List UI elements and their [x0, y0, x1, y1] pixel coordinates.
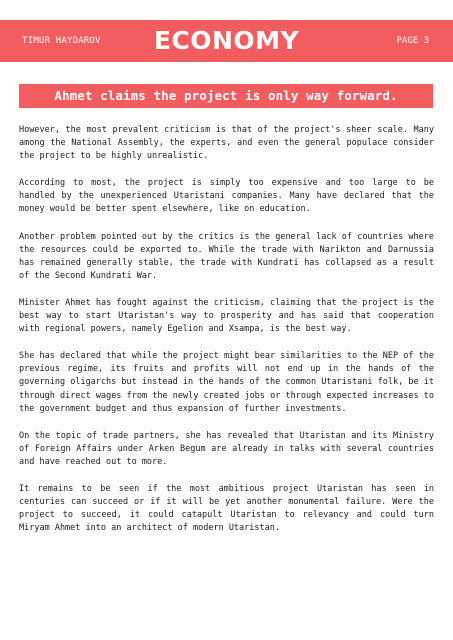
- article-paragraph: It remains to be seen if the most ambitious project Utaristan has seen in centuries can succeed or if it will be yet another monumental failure. Were the project to succeed, it could catapult Utaristan to relevancy and could turn Miryam Ahmet into an architect of modern Utaristan.: [19, 483, 434, 534]
- article-paragraph: However, the most prevalent criticism is that of the project's sheer scale. Many among the National Assembly, the experts, and even the general populace consider the project to be highly unrealistic.: [19, 125, 434, 162]
- article-paragraph: Another problem pointed out by the critics is the general lack of countries where the resources could be exported to. While the trade with Narikton and Darnussia has remained generally stable, the trade with Kundrati has collapsed as a result of the Second Kundrati War.: [19, 231, 434, 281]
- article-headline: Ahmet claims the project is only way forward.: [19, 84, 433, 108]
- author-name: TIMUR HAYDAROV: [22, 36, 101, 46]
- article-paragraph: Minister Ahmet has fought against the criticism, claiming that the project is the best way to start Utaristan's way to prosperity and has said that cooperation with regional powers, namely Egelion and Xsampa, is the best way.: [19, 297, 434, 335]
- article-paragraph: On the topic of trade partners, she has revealed that Utaristan and its Ministry of Foreign Affairs under Arken Begum are already in talks with several countries and have reached out to more.: [19, 430, 434, 467]
- section-title: ECONOMY: [153, 26, 300, 55]
- article-paragraph: According to most, the project is simply too expensive and too large to be handled by the unexperienced Utaristani companies. Many have declared that the money would be better spent elsewhere, like on education.: [19, 178, 434, 215]
- page-number: PAGE 3: [396, 36, 429, 46]
- page-header: [0, 20, 453, 62]
- article-body: [19, 124, 434, 549]
- article-paragraph: She has declared that while the project might bear similarities to the NEP of the previous regime, its fruits and profits will not end up in the hands of the governing oligarchs but instead in the hands of the common Utaristani folk, be it through direct wages from the newly created jobs or through expected increases to the government budget and thus expansion of further investments.: [19, 351, 434, 414]
